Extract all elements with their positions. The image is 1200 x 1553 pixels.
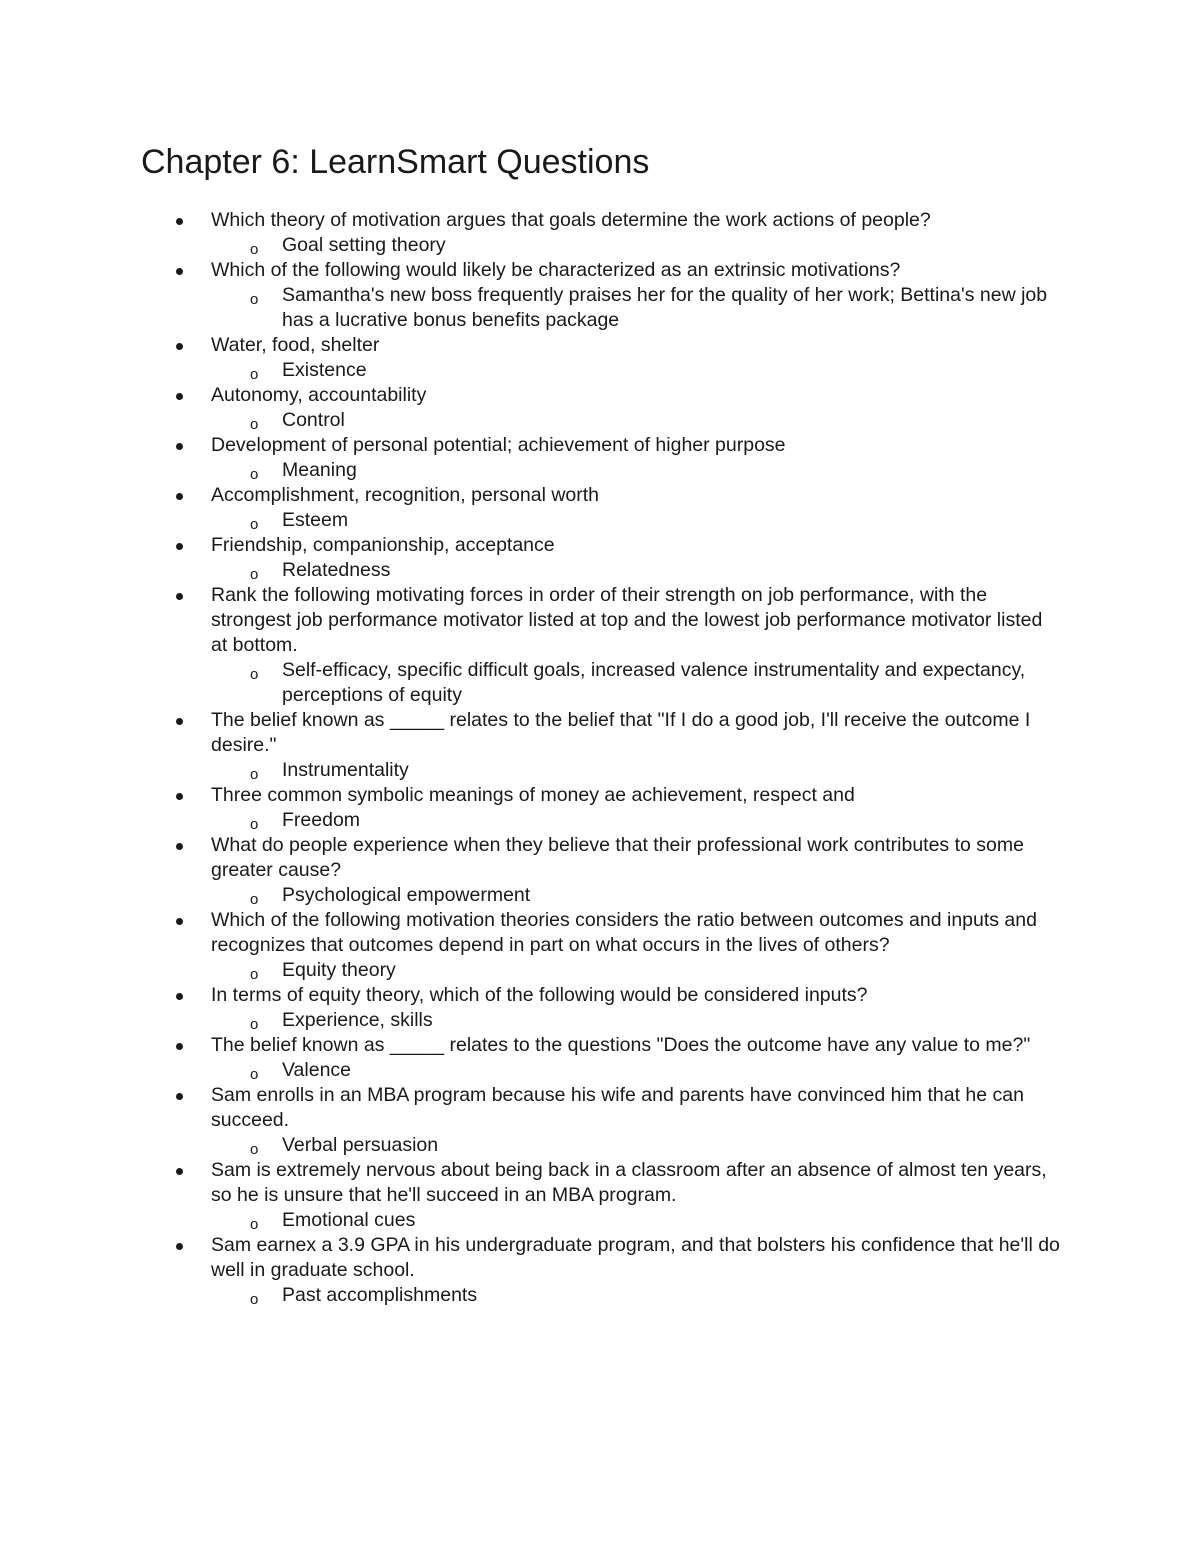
question-text: Accomplishment, recognition, personal worth (211, 484, 600, 506)
answer-text: Psychological empowerment (282, 884, 531, 906)
answer-item (250, 883, 1062, 908)
question-item (0, 333, 1061, 383)
bullet-icon (176, 268, 183, 275)
sub-bullet-icon: o (250, 516, 259, 533)
sub-bullet-icon: o (250, 1066, 259, 1083)
answer-text: Relatedness (282, 559, 391, 581)
bullet-icon (176, 218, 183, 225)
question-text: Which of the following would likely be characterized as an extrinsic motivations? (211, 259, 901, 281)
answer-item (250, 1283, 1062, 1308)
question-list (0, 208, 1200, 1308)
question-text: The belief known as _____ relates to the belief that "If I do a good job, I'll receive the outcome I desire." (211, 709, 1031, 756)
question-item (0, 483, 1061, 533)
answer-item (250, 458, 1062, 483)
bullet-icon (176, 1093, 183, 1100)
answer-text: Goal setting theory (282, 234, 446, 256)
bullet-icon (176, 493, 183, 500)
question-item (0, 208, 1061, 258)
answer-text: Experience, skills (282, 1009, 433, 1031)
bullet-icon (176, 443, 183, 450)
sub-bullet-icon: o (250, 291, 259, 308)
answer-text: Control (282, 409, 345, 431)
answer-item (250, 1058, 1062, 1083)
answer-text: Freedom (282, 809, 361, 831)
question-item (0, 708, 1061, 783)
answer-item (250, 808, 1062, 833)
answer-text: Past accomplishments (282, 1284, 478, 1306)
sub-bullet-icon: o (250, 416, 259, 433)
bullet-icon (176, 1168, 183, 1175)
question-text: Sam is extremely nervous about being back in a classroom after an absence of almost ten years, so he is unsure that he'll succeed in an MBA program. (211, 1159, 1047, 1206)
sub-bullet-icon: o (250, 1016, 259, 1033)
answer-item (250, 1208, 1062, 1233)
answer-text: Verbal persuasion (282, 1134, 439, 1156)
question-item (0, 983, 1061, 1033)
sub-bullet-icon: o (250, 466, 259, 483)
question-item (0, 1233, 1061, 1308)
sub-bullet-icon: o (250, 366, 259, 383)
sub-bullet-icon: o (250, 1216, 259, 1233)
sub-bullet-icon: o (250, 966, 259, 983)
question-item (0, 583, 1061, 708)
bullet-icon (176, 543, 183, 550)
bullet-icon (176, 843, 183, 850)
answer-text: Instrumentality (282, 759, 409, 781)
sub-bullet-icon: o (250, 766, 259, 783)
answer-text: Samantha's new boss frequently praises her for the quality of her work; Bettina's new job has a lucrative bonus benefits package (282, 284, 1048, 331)
question-text: Sam enrolls in an MBA program because his wife and parents have convinced him that he can succeed. (211, 1084, 1024, 1131)
answer-item (250, 283, 1062, 333)
bullet-icon (176, 918, 183, 925)
question-text: In terms of equity theory, which of the following would be considered inputs? (211, 984, 868, 1006)
sub-bullet-icon: o (250, 566, 259, 583)
question-item (0, 383, 1061, 433)
question-item (0, 258, 1061, 333)
question-item (0, 533, 1061, 583)
bullet-icon (176, 718, 183, 725)
bullet-icon (176, 793, 183, 800)
answer-item (250, 658, 1062, 708)
question-item (0, 908, 1061, 983)
answer-text: Equity theory (282, 959, 396, 981)
answer-item (250, 1133, 1062, 1158)
bullet-icon (176, 1043, 183, 1050)
answer-text: Meaning (282, 459, 357, 481)
bullet-icon (176, 1243, 183, 1250)
question-text: Sam earnex a 3.9 GPA in his undergraduate program, and that bolsters his confidence that he'll do well in graduate school. (211, 1234, 1060, 1281)
question-text: Development of personal potential; achievement of higher purpose (211, 434, 786, 456)
question-text: Water, food, shelter (211, 334, 380, 356)
question-text: Rank the following motivating forces in order of their strength on job performance, with the strongest job performance motivator listed at top and the lowest job performance motivator listed at bottom. (211, 584, 1043, 656)
answer-text: Self-efficacy, specific difficult goals, increased valence instrumentality and expectancy, perceptions of equity (282, 659, 1026, 706)
sub-bullet-icon: o (250, 666, 259, 683)
bullet-icon (176, 993, 183, 1000)
question-item (0, 783, 1061, 833)
question-item (0, 1083, 1061, 1158)
question-item (0, 1033, 1061, 1083)
page-title: Chapter 6: LearnSmart Questions (141, 143, 650, 181)
answer-text: Esteem (282, 509, 349, 531)
question-text: What do people experience when they believe that their professional work contributes to some greater cause? (211, 834, 1024, 881)
answer-item (250, 508, 1062, 533)
answer-item (250, 958, 1062, 983)
bullet-icon (176, 593, 183, 600)
bullet-icon (176, 343, 183, 350)
question-text: Which theory of motivation argues that goals determine the work actions of people? (211, 209, 931, 231)
sub-bullet-icon: o (250, 891, 259, 908)
question-text: Three common symbolic meanings of money ae achievement, respect and (211, 784, 855, 806)
question-item (0, 433, 1061, 483)
answer-text: Valence (282, 1059, 352, 1081)
answer-item (250, 758, 1062, 783)
answer-item (250, 358, 1062, 383)
question-text: The belief known as _____ relates to the questions "Does the outcome have any value to me?" (211, 1034, 1031, 1056)
answer-item (250, 558, 1062, 583)
answer-item (250, 1008, 1062, 1033)
sub-bullet-icon: o (250, 816, 259, 833)
sub-bullet-icon: o (250, 1141, 259, 1158)
sub-bullet-icon: o (250, 1291, 259, 1308)
answer-text: Emotional cues (282, 1209, 416, 1231)
question-text: Which of the following motivation theories considers the ratio between outcomes and inputs and recognizes that outcomes depend in part on what occurs in the lives of others? (211, 909, 1037, 956)
question-item (0, 1158, 1061, 1233)
answer-item (250, 233, 1062, 258)
answer-item (250, 408, 1062, 433)
sub-bullet-icon: o (250, 241, 259, 258)
answer-text: Existence (282, 359, 367, 381)
question-text: Autonomy, accountability (211, 384, 427, 406)
bullet-icon (176, 393, 183, 400)
question-text: Friendship, companionship, acceptance (211, 534, 555, 556)
question-item (0, 833, 1061, 908)
